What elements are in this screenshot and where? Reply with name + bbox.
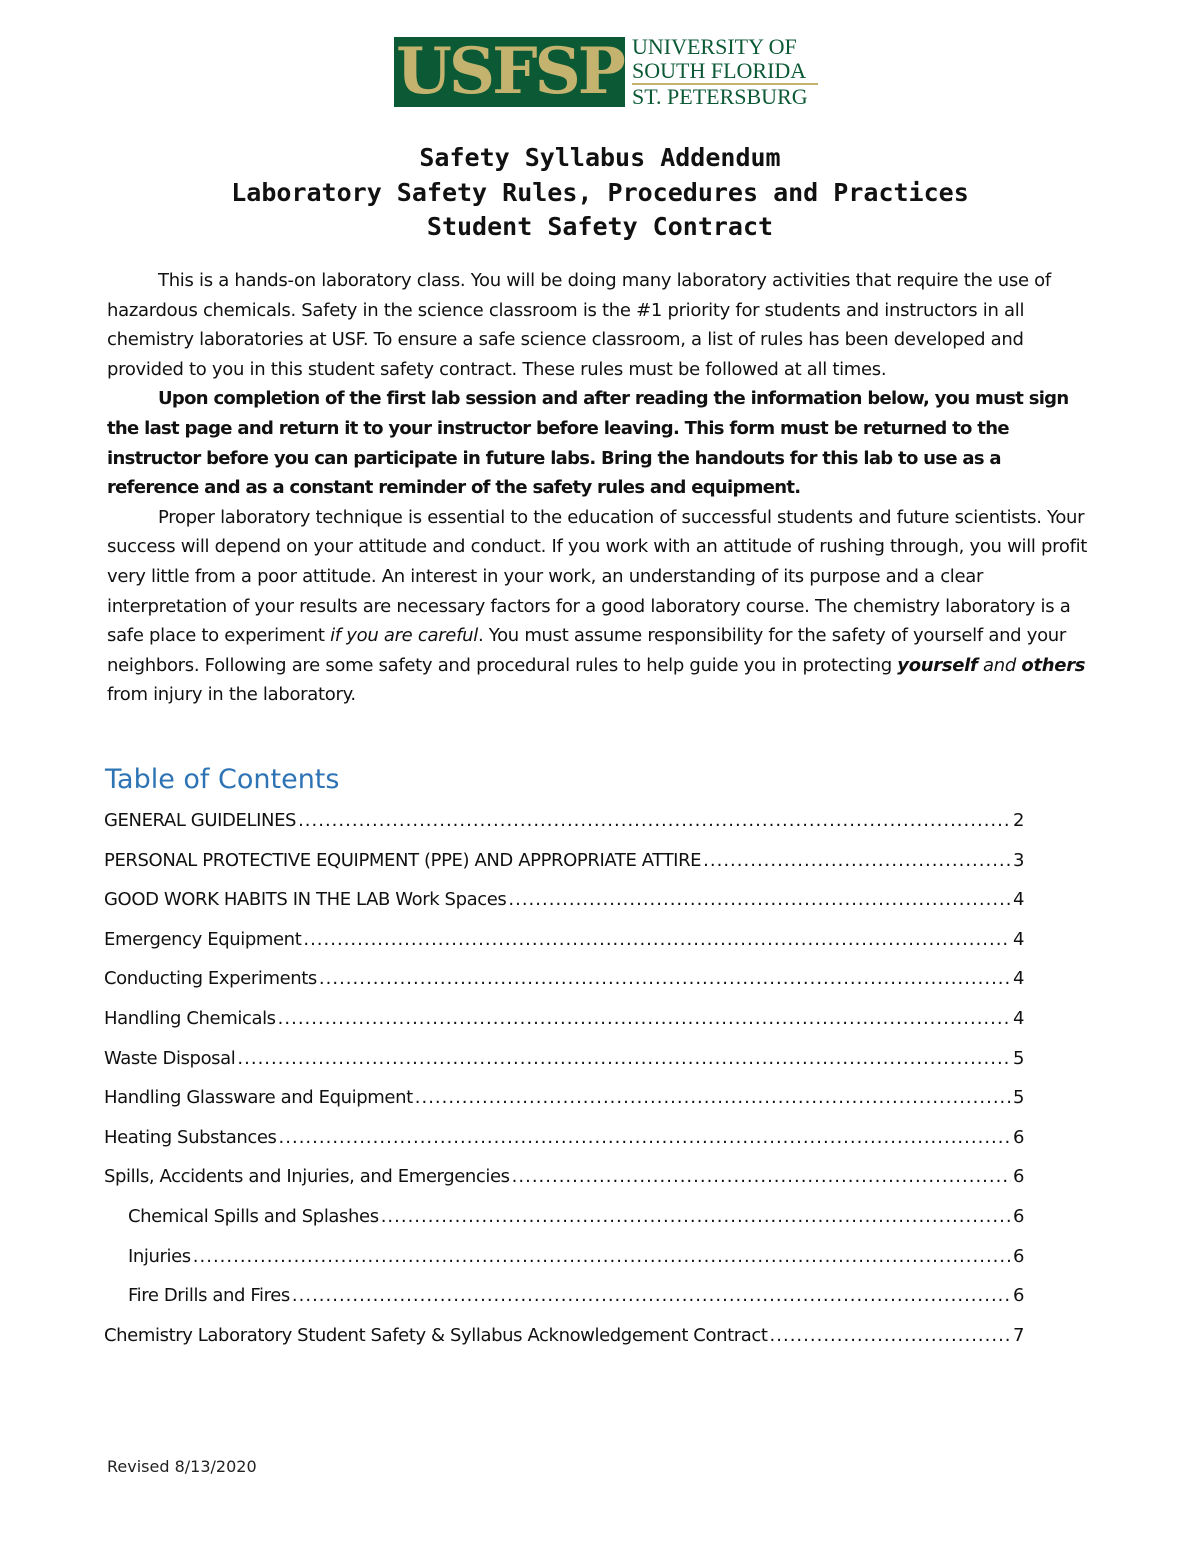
toc-entry-page: 4 [1012, 928, 1024, 950]
title-line-3: Student Safety Contract [426, 212, 774, 241]
toc-leader-dots [415, 1085, 1011, 1111]
logo-wordmark [632, 34, 818, 109]
toc-entry-handling-chemicals[interactable] [104, 1006, 1024, 1046]
toc-entry-ppe[interactable] [104, 848, 1024, 888]
toc-leader-dots [512, 1164, 1011, 1190]
toc-entry-handling-glassware[interactable] [104, 1085, 1024, 1125]
toc-entry-page: 4 [1012, 1007, 1024, 1029]
toc-heading: Table of Contents [105, 764, 340, 795]
toc-entry-page: 6 [1012, 1126, 1024, 1148]
intro-paragraph-1: This is a hands-on laboratory class. You will be doing many laboratory activities that require the use of hazardous chemicals. Safety in the science classroom is the #1 priority for students and instructors in all chemistry laboratories at USF. To ensure a safe science classroom, a list of rules has been developed and provided to you in this student safety contract. These rules must be followed at all times. [107, 270, 1051, 380]
toc-entry-label: Conducting Experiments [104, 968, 317, 990]
toc-entry-page: 3 [1012, 849, 1024, 871]
logo-line-3: ST. PETERSBURG [632, 84, 808, 109]
title-line-2: Laboratory Safety Rules, Procedures and Practices [231, 177, 969, 207]
intro-p3-emphasis-yourself: yourself [897, 654, 978, 676]
toc-entry-fire-drills[interactable] [104, 1283, 1024, 1323]
toc-entry-general-guidelines[interactable] [104, 808, 1024, 848]
intro-p3-text-a: Proper laboratory technique is essential to the education of successful students and future scientists. Your success will depend on your attitude and conduct. If you work with an attitude of rushing through, you will profit very little from a poor attitude. An interest in your work, an understanding of its purpose and a clear interpretation of your results are necessary factors for a good laboratory course. The chemistry laboratory is a safe place to experiment [107, 506, 1088, 647]
intro-p3-text-g: from injury in the laboratory. [107, 684, 356, 706]
intro-p3-emphasis-and: and [977, 654, 1022, 676]
toc-entry-injuries[interactable] [104, 1244, 1024, 1284]
toc-entry-label: Emergency Equipment [104, 928, 302, 950]
toc-entry-label: Fire Drills and Fires [128, 1285, 290, 1307]
toc-leader-dots [237, 1046, 1011, 1072]
intro-p3-emphasis-others: others [1021, 654, 1086, 676]
intro-p3-text-c: . You must assume responsibility for the safety of yourself and your neighbors. Following are some safety and procedural rules to help guide you in protecting [107, 625, 1066, 676]
toc-entry-good-work-habits[interactable] [104, 887, 1024, 927]
toc-entry-label: Waste Disposal [104, 1047, 236, 1069]
toc-entry-page: 6 [1012, 1166, 1024, 1188]
toc-leader-dots [292, 1283, 1011, 1309]
toc-entry-label: Chemical Spills and Splashes [128, 1205, 379, 1227]
toc-entry-chemical-spills[interactable] [104, 1204, 1024, 1244]
toc-entry-label: Handling Chemicals [104, 1007, 276, 1029]
title-line-1: Safety Syllabus Addendum [419, 143, 781, 172]
toc-entry-page: 4 [1012, 889, 1024, 911]
toc-entry-label: PERSONAL PROTECTIVE EQUIPMENT (PPE) AND APPROPRIATE ATTIRE [104, 849, 702, 871]
toc-entry-page: 6 [1012, 1245, 1024, 1267]
toc-leader-dots [278, 1006, 1011, 1032]
toc-entry-conducting-experiments[interactable] [104, 966, 1024, 1006]
toc-entry-label: Chemistry Laboratory Student Safety & Syllabus Acknowledgement Contract [104, 1324, 768, 1346]
toc-entry-page: 7 [1012, 1324, 1024, 1346]
toc-entry-page: 5 [1012, 1087, 1024, 1109]
toc-entry-safety-contract[interactable] [104, 1323, 1024, 1363]
toc-entry-heating-substances[interactable] [104, 1125, 1024, 1165]
university-logo [394, 34, 850, 109]
toc-entry-label: Injuries [128, 1245, 191, 1267]
logo-mark: USFSP [396, 34, 623, 109]
toc-leader-dots [319, 966, 1011, 992]
toc-leader-dots [508, 887, 1011, 913]
toc-leader-dots [193, 1244, 1011, 1270]
toc-entry-emergency-equipment[interactable] [104, 927, 1024, 967]
toc-entry-label: Heating Substances [104, 1126, 277, 1148]
toc-entry-page: 6 [1012, 1205, 1024, 1227]
toc-entry-page: 2 [1012, 810, 1024, 831]
toc-entry-waste-disposal[interactable] [104, 1046, 1024, 1086]
toc-entry-label: Spills, Accidents and Injuries, and Emergencies [104, 1166, 510, 1188]
toc-entry-label: GENERAL GUIDELINES [104, 810, 297, 831]
toc-leader-dots [298, 808, 1011, 834]
logo-mark-box [394, 34, 625, 109]
toc-entry-page: 5 [1012, 1047, 1024, 1069]
toc-leader-dots [770, 1323, 1011, 1349]
intro-paragraph-2: Upon completion of the first lab session and after reading the information below, you must sign the last page and return it to your instructor before leaving. This form must be returned to the instructor before you can participate in future labs. Bring the handouts for this lab to use as a reference and as a constant reminder of the safety rules and equipment. [107, 388, 1069, 499]
toc-leader-dots [279, 1125, 1011, 1151]
toc-entry-page: 6 [1012, 1285, 1024, 1307]
intro-section [107, 266, 1097, 710]
toc-entry-label: GOOD WORK HABITS IN THE LAB Work Spaces [104, 889, 507, 911]
toc-leader-dots [303, 927, 1011, 953]
table-of-contents [104, 808, 1024, 1362]
intro-paragraph-3 [107, 503, 1097, 710]
logo-line-1: UNIVERSITY OF [632, 34, 797, 59]
logo-line-2: SOUTH FLORIDA [632, 58, 807, 83]
document-title-block [0, 141, 1200, 245]
intro-p3-emphasis-careful: if you are careful [330, 625, 478, 647]
toc-entry-spills-accidents[interactable] [104, 1164, 1024, 1204]
toc-entry-page: 4 [1012, 968, 1024, 990]
revision-date: Revised 8/13/2020 [107, 1457, 257, 1476]
toc-entry-label: Handling Glassware and Equipment [104, 1087, 413, 1109]
toc-leader-dots [381, 1204, 1011, 1230]
toc-leader-dots [703, 848, 1011, 874]
